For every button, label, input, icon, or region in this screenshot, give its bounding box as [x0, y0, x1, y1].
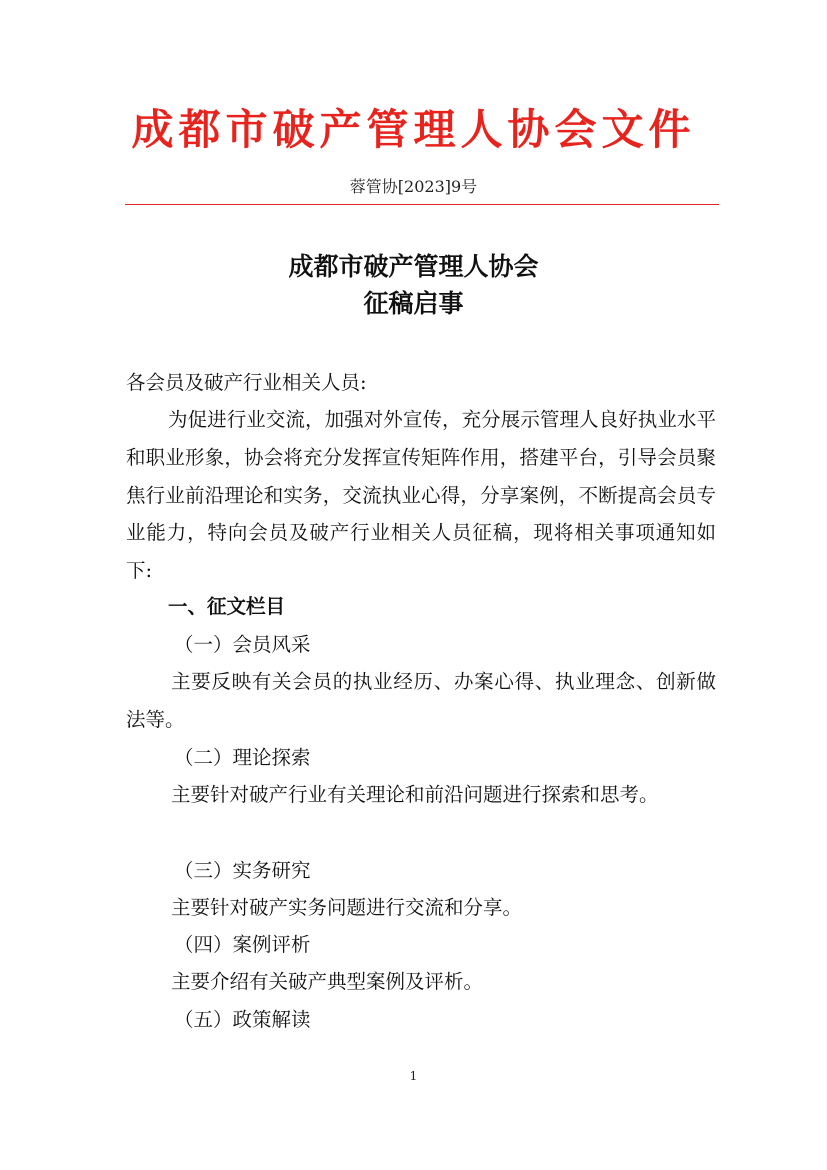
- subsection-heading: （二）理论探索: [174, 746, 311, 769]
- salutation: 各会员及破产行业相关人员:: [126, 371, 367, 394]
- subsection-heading: （四）案例评析: [174, 933, 311, 956]
- header-red-divider: [125, 204, 719, 205]
- intro-paragraph: 为促进行业交流，加强对外宣传，充分展示管理人良好执业水平和职业形象，协会将充分发挥宣传矩阵作用，搭建平台，引导会员聚焦行业前沿理论和实务，交流执业心得，分享案例，不断提高会员专业能力，特向会员及破产行业相关人员征稿，现将相关事项通知如下:: [126, 408, 716, 583]
- section-heading-columns: 一、征文栏目: [168, 595, 286, 618]
- notice-title-line1: 成都市破产管理人协会: [288, 252, 539, 281]
- notice-title-line2: 征稿启事: [363, 289, 464, 318]
- page-number: 1: [409, 1069, 418, 1083]
- subsection-heading: （一）会员风采: [174, 633, 311, 656]
- subsection-heading: （五）政策解读: [174, 1008, 311, 1031]
- org-file-title: 成都市破产管理人协会文件: [131, 105, 696, 154]
- document-number: 蓉管协[2023]9号: [349, 177, 478, 196]
- subsection-text: 主要针对破产行业有关理论和前沿问题进行探索和思考。: [171, 783, 659, 806]
- subsection-heading: （三）实务研究: [174, 859, 311, 882]
- subsection-text: 主要反映有关会员的执业经历、办案心得、执业理念、创新做法等。: [126, 670, 716, 731]
- subsection-text: 主要针对破产实务问题进行交流和分享。: [171, 896, 523, 919]
- subsection-text: 主要介绍有关破产典型案例及评析。: [171, 970, 484, 993]
